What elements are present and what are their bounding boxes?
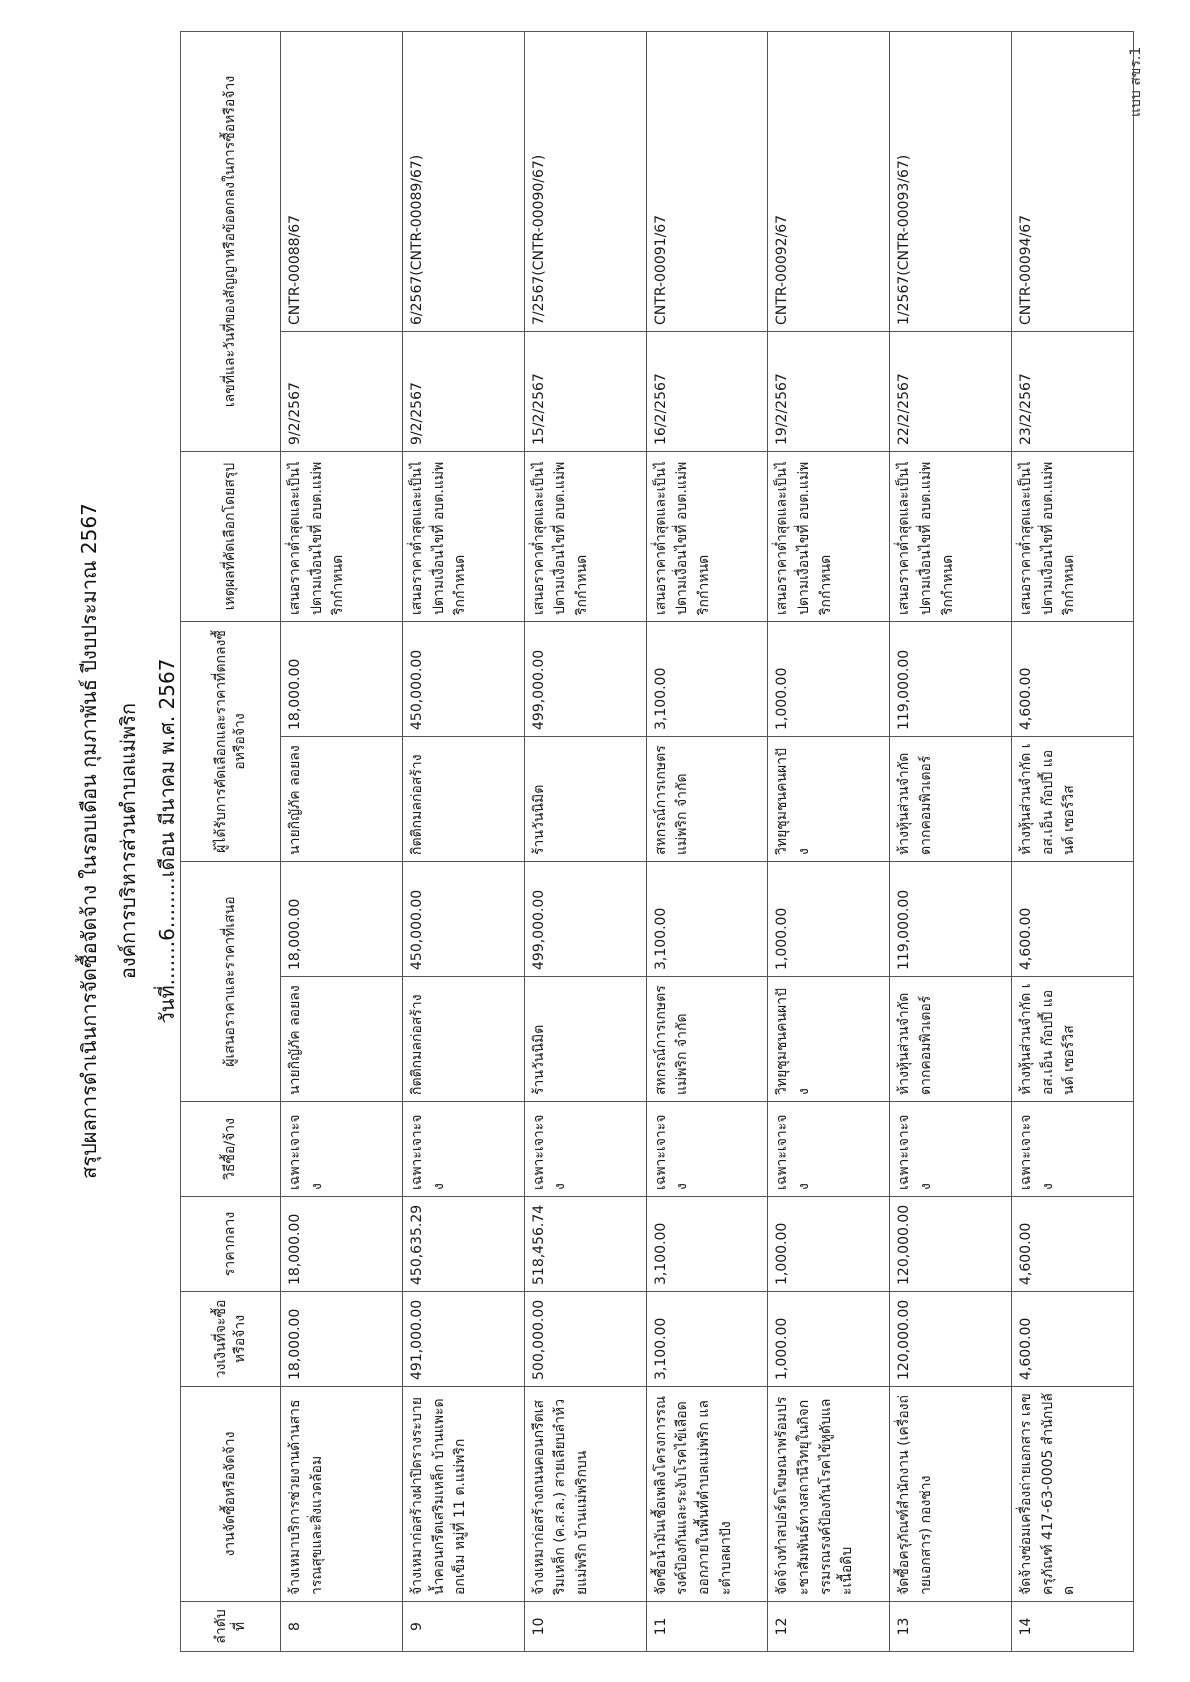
bid-price: 119,000.00 xyxy=(890,861,1012,976)
row-number: 8 xyxy=(281,1602,403,1652)
header-budget: วงเงินที่จะซื้อหรือจ้าง xyxy=(181,1292,281,1387)
bidder-name: นายกิญัภัค ลอยลง xyxy=(281,977,403,1102)
budget-amount: 3,100.00 xyxy=(646,1292,768,1387)
winner-name: กิตติกมลก่อสร้าง xyxy=(402,736,524,861)
budget-amount: 500,000.00 xyxy=(524,1292,646,1387)
winner-name: ร้านวันนิมิต xyxy=(524,736,646,861)
header-method: วิธีซื้อ/จ้าง xyxy=(181,1102,281,1197)
procurement-method: เฉพาะเจาะจง xyxy=(524,1102,646,1197)
bidder-name: วิทยุชุมชนคนผาปัง xyxy=(768,977,890,1102)
agreed-price: 450,000.00 xyxy=(402,621,524,736)
median-price: 18,000.00 xyxy=(281,1197,403,1292)
selection-reason: เสนอราคาต่ำสุดและเป็นไปตามเงื่อนไขที่ อบต.แม่พริกกำหนด xyxy=(281,451,403,621)
table-row xyxy=(646,31,768,1651)
procurement-table xyxy=(180,31,1134,1652)
budget-amount: 1,000.00 xyxy=(768,1292,890,1387)
row-number: 9 xyxy=(402,1602,524,1652)
contract-number: 6/2567(CNTR-00089/67) xyxy=(402,31,524,331)
selection-reason: เสนอราคาต่ำสุดและเป็นไปตามเงื่อนไขที่ อบต.แม่พริกกำหนด xyxy=(524,451,646,621)
contract-date: 16/2/2567 xyxy=(646,331,768,451)
report-title: สรุปผลการดำเนินการจัดซื้อจัดจ้าง ในรอบเดือน กุมภาพันธ์ ปีงบประมาณ 2567 xyxy=(77,503,101,1179)
bid-price: 1,000.00 xyxy=(768,861,890,976)
winner-name: นายกิญัภัค ลอยลง xyxy=(281,736,403,861)
selection-reason: เสนอราคาต่ำสุดและเป็นไปตามเงื่อนไขที่ อบต.แม่พริกกำหนด xyxy=(646,451,768,621)
bid-price: 3,100.00 xyxy=(646,861,768,976)
work-description: จัดจ้างทำสปอร์ตโฆษณาพร้อมประชาสัมพันธ์ทางสถานีวิทยุในกิจกรรมรณรงค์ป้องกันโรคไข้หูดับและเนื้อดิบ xyxy=(768,1387,890,1602)
contract-date: 15/2/2567 xyxy=(524,331,646,451)
procurement-method: เฉพาะเจาะจง xyxy=(890,1102,1012,1197)
work-description: จ้างเหมาบริการช่วยงานด้านสาธารณสุขและสิ่งแวดล้อม xyxy=(281,1387,403,1602)
contract-date: 22/2/2567 xyxy=(890,331,1012,451)
median-price: 518,456.74 xyxy=(524,1197,646,1292)
median-price: 120,000.00 xyxy=(890,1197,1012,1292)
header-bidders: ผู้เสนอราคาและราคาที่เสนอ xyxy=(181,861,281,1101)
bidder-name: สหกรณ์การเกษตรแม่พริก จำกัด xyxy=(646,977,768,1102)
header-winner: ผู้ได้รับการคัดเลือกและราคาที่ตกลงซื้อหรือจ้าง xyxy=(181,621,281,861)
median-price: 1,000.00 xyxy=(768,1197,890,1292)
winner-name: ห้างหุ้นส่วนจำกัด ตากคอมพิวเตอร์ xyxy=(890,736,1012,861)
winner-name: วิทยุชุมชนคนผาปัง xyxy=(768,736,890,861)
procurement-method: เฉพาะเจาะจง xyxy=(281,1102,403,1197)
agreed-price: 3,100.00 xyxy=(646,621,768,736)
table-row xyxy=(1012,31,1134,1651)
row-number: 12 xyxy=(768,1602,890,1652)
table-row xyxy=(768,31,890,1651)
organization-name: องค์การบริหารส่วนตำบลแม่พริก xyxy=(116,702,140,980)
contract-date: 23/2/2567 xyxy=(1012,331,1134,451)
contract-number: CNTR-00094/67 xyxy=(1012,31,1134,331)
header-reason: เหตุผลที่คัดเลือกโดยสรุป xyxy=(181,451,281,621)
form-code: แบบ สขร.1 xyxy=(1128,46,1144,117)
contract-number: 7/2567(CNTR-00090/67) xyxy=(524,31,646,331)
work-description: จัดจ้างซ่อมเครื่องถ่ายเอกสาร เลขครุภัณฑ์ 417-63-0005 สำนักปลัด xyxy=(1012,1387,1134,1602)
work-description: จ้างเหมาก่อสร้างถนนคอนกรีตเสริมเหล็ก (ค.ส.ล.) สายเลียบลำห้วยแม่พริก บ้านแม่พริกบน xyxy=(524,1387,646,1602)
agreed-price: 18,000.00 xyxy=(281,621,403,736)
bidder-name: ร้านวันนิมิต xyxy=(524,977,646,1102)
table-row xyxy=(890,31,1012,1651)
header-contract: เลขที่และวันที่ของสัญญาหรือข้อตกลงในการซื้อหรือจ้าง xyxy=(181,31,281,451)
selection-reason: เสนอราคาต่ำสุดและเป็นไปตามเงื่อนไขที่ อบต.แม่พริกกำหนด xyxy=(768,451,890,621)
work-description: จัดซื้อครุภัณฑ์สำนักงาน (เครื่องถ่ายเอกสาร) กองช่าง xyxy=(890,1387,1012,1602)
budget-amount: 18,000.00 xyxy=(281,1292,403,1387)
procurement-method: เฉพาะเจาะจง xyxy=(768,1102,890,1197)
bid-price: 4,600.00 xyxy=(1012,861,1134,976)
bid-price: 18,000.00 xyxy=(281,861,403,976)
budget-amount: 491,000.00 xyxy=(402,1292,524,1387)
winner-name: ห้างหุ้นส่วนจำกัด เอส.เอ็น ก๊อปปี้ แอนด์ เซอร์วิส xyxy=(1012,736,1134,861)
agreed-price: 119,000.00 xyxy=(890,621,1012,736)
row-number: 11 xyxy=(646,1602,768,1652)
selection-reason: เสนอราคาต่ำสุดและเป็นไปตามเงื่อนไขที่ อบต.แม่พริกกำหนด xyxy=(402,451,524,621)
report-date: วันที่.......6........เดือน มีนาคม พ.ศ. 2567 xyxy=(155,658,179,1024)
bidder-name: ห้างหุ้นส่วนจำกัด เอส.เอ็น ก๊อปปี้ แอนด์ เซอร์วิส xyxy=(1012,977,1134,1102)
contract-date: 19/2/2567 xyxy=(768,331,890,451)
bidder-name: ห้างหุ้นส่วนจำกัด ตากคอมพิวเตอร์ xyxy=(890,977,1012,1102)
contract-number: CNTR-00088/67 xyxy=(281,31,403,331)
header-median-price: ราคากลาง xyxy=(181,1197,281,1292)
table-row xyxy=(402,31,524,1651)
table-header-row xyxy=(181,31,281,1651)
median-price: 3,100.00 xyxy=(646,1197,768,1292)
procurement-method: เฉพาะเจาะจง xyxy=(1012,1102,1134,1197)
contract-number: CNTR-00092/67 xyxy=(768,31,890,331)
bid-price: 450,000.00 xyxy=(402,861,524,976)
table-row xyxy=(524,31,646,1651)
contract-number: CNTR-00091/67 xyxy=(646,31,768,331)
contract-date: 9/2/2567 xyxy=(281,331,403,451)
work-description: จ้างเหมาก่อสร้างฝาปิดรางระบายน้ำคอนกรีตเสริมเหล็ก บ้านแพะดอกเข็ม หมู่ที่ 11 ต.แม่พริก xyxy=(402,1387,524,1602)
median-price: 4,600.00 xyxy=(1012,1197,1134,1292)
median-price: 450,635.29 xyxy=(402,1197,524,1292)
table-row xyxy=(281,31,403,1651)
contract-number: 1/2567(CNTR-00093/67) xyxy=(890,31,1012,331)
header-no: ลำดับที่ xyxy=(181,1602,281,1652)
agreed-price: 499,000.00 xyxy=(524,621,646,736)
budget-amount: 120,000.00 xyxy=(890,1292,1012,1387)
bidder-name: กิตติกมลก่อสร้าง xyxy=(402,977,524,1102)
winner-name: สหกรณ์การเกษตรแม่พริก จำกัด xyxy=(646,736,768,861)
agreed-price: 4,600.00 xyxy=(1012,621,1134,736)
agreed-price: 1,000.00 xyxy=(768,621,890,736)
work-description: จัดซื้อน้ำมันเชื้อเพลิงโครงการรณรงค์ป้องกันและระงับโรคไข้เลือดออกภายในพื้นที่ตำบลแม่พริก และตำบลผาปัง xyxy=(646,1387,768,1602)
row-number: 10 xyxy=(524,1602,646,1652)
row-number: 14 xyxy=(1012,1602,1134,1652)
procurement-method: เฉพาะเจาะจง xyxy=(402,1102,524,1197)
header-work: งานจัดซื้อหรือจัดจ้าง xyxy=(181,1387,281,1602)
procurement-method: เฉพาะเจาะจง xyxy=(646,1102,768,1197)
contract-date: 9/2/2567 xyxy=(402,331,524,451)
row-number: 13 xyxy=(890,1602,1012,1652)
selection-reason: เสนอราคาต่ำสุดและเป็นไปตามเงื่อนไขที่ อบต.แม่พริกกำหนด xyxy=(1012,451,1134,621)
budget-amount: 4,600.00 xyxy=(1012,1292,1134,1387)
selection-reason: เสนอราคาต่ำสุดและเป็นไปตามเงื่อนไขที่ อบต.แม่พริกกำหนด xyxy=(890,451,1012,621)
bid-price: 499,000.00 xyxy=(524,861,646,976)
